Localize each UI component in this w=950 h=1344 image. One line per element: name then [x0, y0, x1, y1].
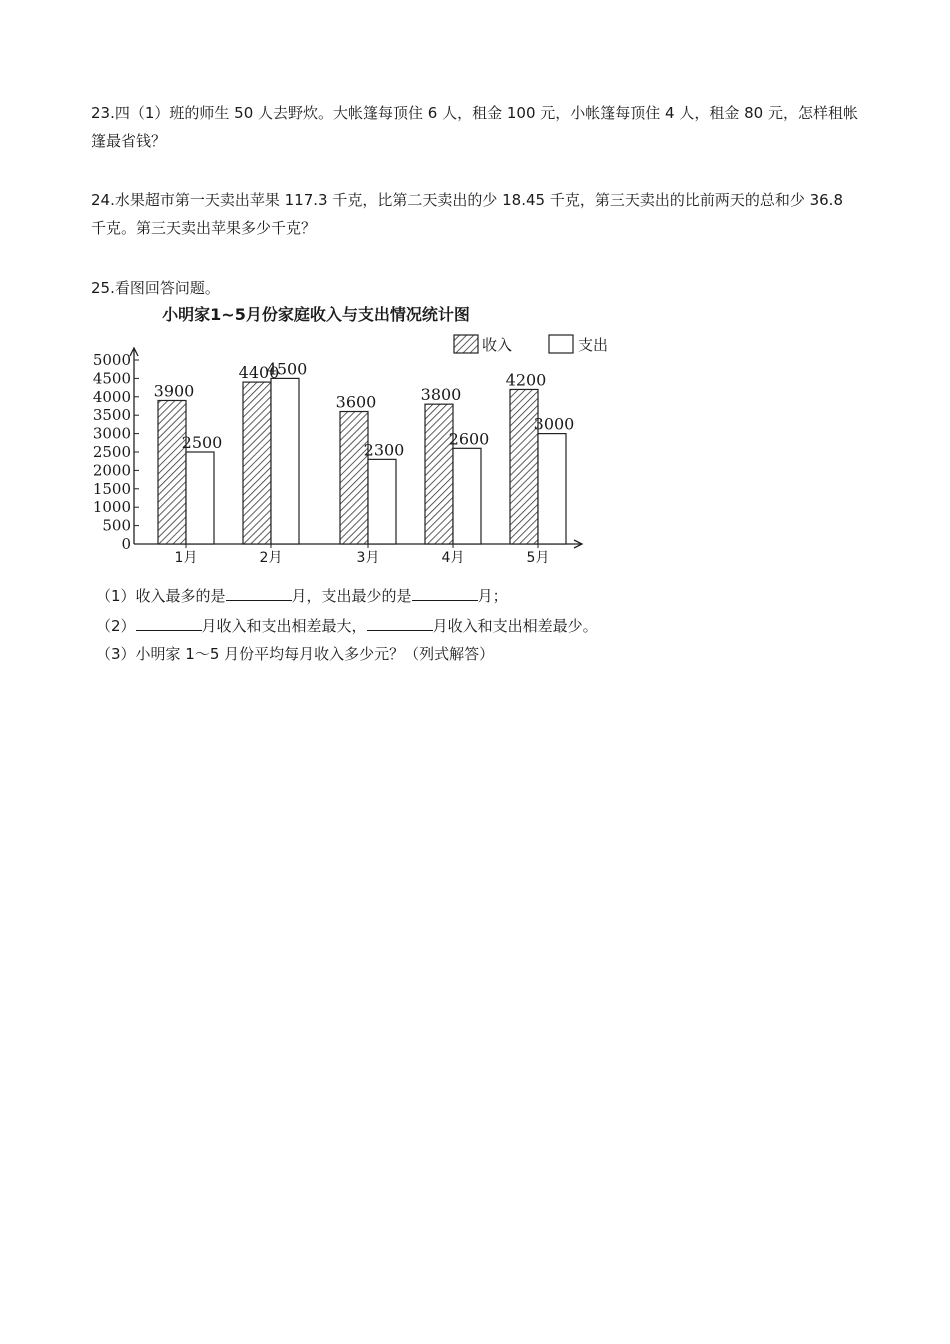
bar-expense: [453, 448, 481, 544]
y-tick-label: 3000: [92, 424, 131, 443]
question-25: 25.看图回答问题。: [91, 279, 220, 297]
x-tick-label: 4月: [441, 550, 465, 566]
data-label-expense: 4500: [266, 359, 308, 379]
y-tick-label: 1500: [92, 479, 131, 498]
data-label-income: 3800: [420, 385, 462, 405]
data-label-expense: 2500: [181, 433, 223, 452]
answer-blank[interactable]: [367, 614, 433, 631]
answer-blank[interactable]: [136, 614, 202, 631]
data-label-income: 4200: [505, 370, 547, 390]
bar-income: [243, 382, 271, 544]
income-expense-bar-chart: [86, 298, 626, 573]
sub-question-2: [96, 614, 598, 637]
sub-question-2-text-b: 月收入和支出相差最大，: [201, 617, 367, 635]
x-tick-label: 5月: [526, 550, 550, 566]
data-label-expense: 3000: [533, 414, 575, 434]
bar-income: [510, 389, 538, 544]
question-23: 23.四（1）班的师生 50 人去野炊。大帐篷每顶住 6 人，租金 100 元，小帐篷每顶住 4 人，租金 80 元，怎样租帐篷最省钱？: [91, 104, 858, 150]
bar-income: [340, 412, 368, 544]
y-tick-label: 0: [121, 535, 131, 553]
y-tick-label: 2000: [92, 461, 131, 480]
bar-expense: [271, 378, 299, 544]
x-tick-label: 2月: [259, 550, 283, 566]
data-label-income: 3900: [153, 381, 195, 401]
y-tick-label: 500: [102, 516, 131, 535]
bar-income: [158, 400, 186, 544]
sub-question-2-text-c: 月收入和支出相差最少。: [432, 617, 598, 635]
answer-blank[interactable]: [412, 584, 478, 601]
y-tick-label: 3500: [92, 406, 131, 425]
sub-question-3: （3）小明家 1～5 月份平均每月收入多少元？（列式解答）: [96, 645, 495, 663]
bar-expense: [368, 459, 396, 544]
bar-income: [425, 404, 453, 544]
legend-swatch-expense: [549, 335, 573, 353]
data-label-expense: 2600: [448, 429, 490, 449]
sub-question-1-text-a: （1）收入最多的是: [96, 587, 226, 605]
y-tick-label: 1000: [92, 498, 131, 517]
legend-label-expense: 支出: [578, 336, 609, 354]
bar-expense: [538, 434, 566, 544]
chart-legend: [454, 335, 608, 354]
sub-question-2-text-a: （2）: [96, 617, 136, 635]
legend-label-income: 收入: [482, 336, 513, 354]
y-tick-label: 4000: [92, 387, 131, 406]
chart-title: 小明家1~5月份家庭收入与支出情况统计图: [162, 305, 470, 324]
sub-question-1: [96, 584, 508, 607]
answer-blank[interactable]: [226, 584, 292, 601]
x-tick-label: 1月: [174, 550, 198, 566]
x-tick-label: 3月: [356, 550, 380, 566]
y-tick-label: 4500: [92, 369, 131, 388]
sub-question-1-text-b: 月，支出最少的是: [291, 587, 412, 605]
y-tick-label: 5000: [92, 351, 131, 369]
data-label-expense: 2300: [363, 440, 405, 460]
y-tick-label: 2500: [92, 443, 131, 461]
data-label-income: 4400: [238, 363, 280, 383]
legend-swatch-income: [454, 335, 478, 353]
bar-expense: [186, 452, 214, 544]
question-24: 24.水果超市第一天卖出苹果 117.3 千克，比第二天卖出的少 18.45 千克，第三天卖出的比前两天的总和少 36.8 千克。第三天卖出苹果多少千克？: [91, 191, 843, 237]
data-label-income: 3600: [335, 392, 377, 412]
sub-question-1-text-c: 月；: [477, 587, 508, 605]
